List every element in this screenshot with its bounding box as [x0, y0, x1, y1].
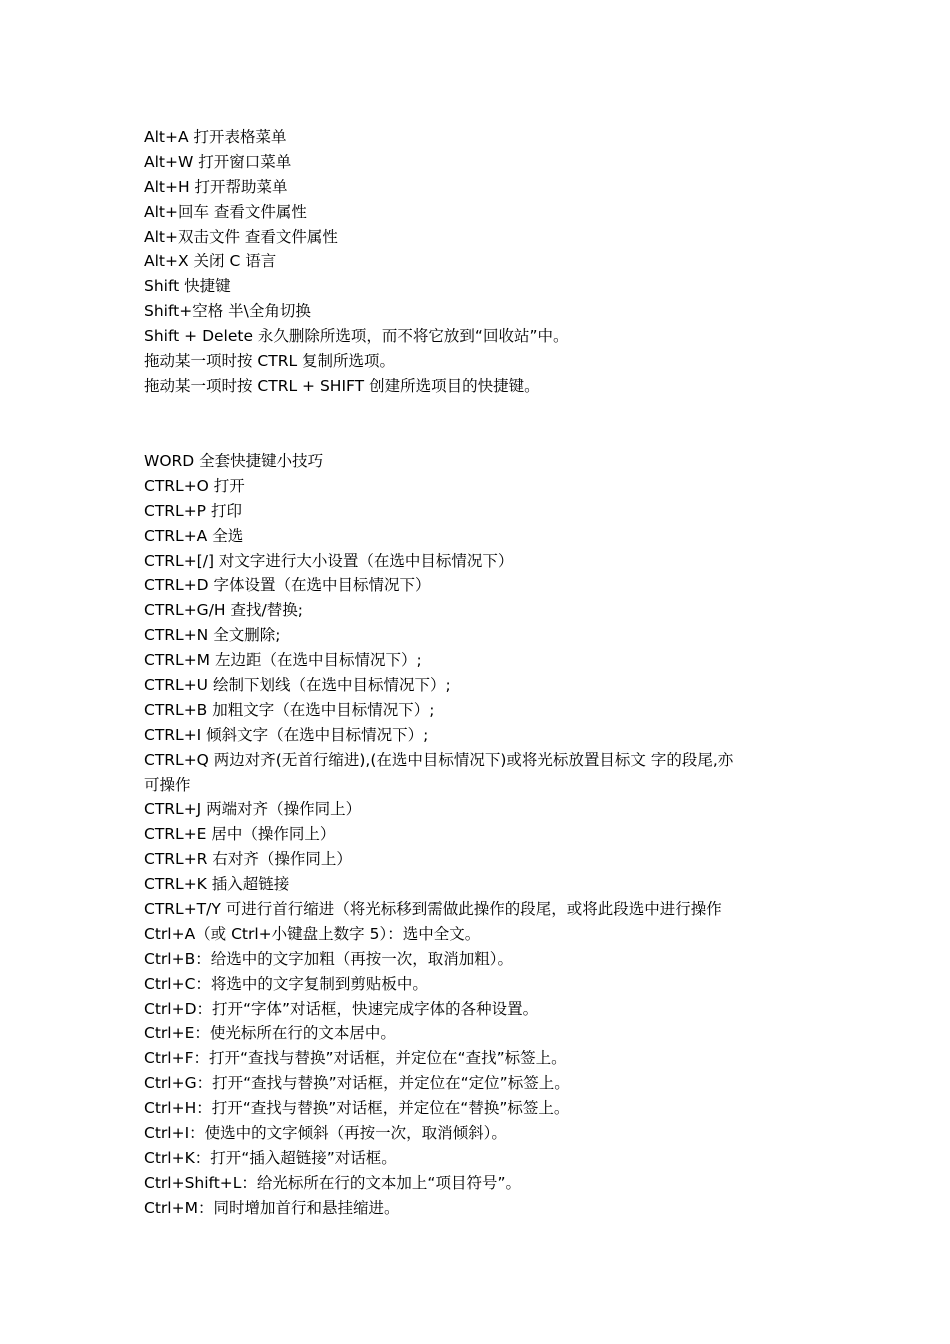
shortcut-list-general: [144, 125, 824, 399]
text-line: Shift + Delete 永久删除所选项，而不将它放到“回收站”中。: [144, 327, 569, 346]
text-line: Alt+双击文件 查看文件属性: [144, 227, 338, 246]
text-line: CTRL+A 全选: [144, 526, 244, 545]
text-line: Ctrl+F：打开“查找与替换”对话框，并定位在“查找”标签上。: [144, 1049, 567, 1068]
text-line: Ctrl+K：打开“插入超链接”对话框。: [144, 1148, 397, 1167]
text-line: Ctrl+Shift+L：给光标所在行的文本加上“项目符号”。: [144, 1173, 521, 1192]
text-line: CTRL+D 字体设置（在选中目标情况下）: [144, 576, 431, 595]
text-line: Ctrl+E：使光标所在行的文本居中。: [144, 1024, 396, 1043]
text-line: Ctrl+G：打开“查找与替换”对话框，并定位在“定位”标签上。: [144, 1074, 570, 1093]
text-line: CTRL+E 居中（操作同上）: [144, 825, 336, 844]
text-line: CTRL+P 打印: [144, 501, 242, 520]
text-line: CTRL+J 两端对齐（操作同上）: [144, 800, 362, 819]
text-line: CTRL+U 绘制下划线（在选中目标情况下）;: [144, 676, 451, 695]
text-line: Shift 快捷键: [144, 277, 231, 296]
text-line: CTRL+G/H 查找/替换;: [144, 601, 303, 620]
section-heading: WORD 全套快捷键小技巧: [144, 452, 324, 470]
text-line: Ctrl+H：打开“查找与替换”对话框，并定位在“替换”标签上。: [144, 1099, 570, 1118]
text-line: Ctrl+A（或 Ctrl+小键盘上数字 5）：选中全文。: [144, 924, 481, 943]
text-line: Alt+W 打开窗口菜单: [144, 152, 292, 171]
shortcut-list-word: [144, 449, 824, 1221]
text-line: CTRL+B 加粗文字（在选中目标情况下）;: [144, 700, 435, 719]
text-line: Alt+回车 查看文件属性: [144, 202, 307, 221]
text-line: CTRL+[/] 对文字进行大小设置（在选中目标情况下）: [144, 551, 514, 570]
text-line: CTRL+I 倾斜文字（在选中目标情况下）;: [144, 725, 429, 744]
text-line: Ctrl+C：将选中的文字复制到剪贴板中。: [144, 974, 428, 993]
text-line: CTRL+T/Y 可进行首行缩进（将光标移到需做此操作的段尾，或将此段选中进行操作: [144, 900, 722, 919]
text-line: Ctrl+B：给选中的文字加粗（再按一次，取消加粗）。: [144, 949, 513, 968]
text-line: CTRL+K 插入超链接: [144, 875, 290, 894]
text-line: Shift+空格 半\全角切换: [144, 302, 311, 321]
text-line: 拖动某一项时按 CTRL + SHIFT 创建所选项目的快捷键。: [144, 376, 540, 395]
text-line: Alt+H 打开帮助菜单: [144, 177, 288, 196]
text-line: CTRL+R 右对齐（操作同上）: [144, 850, 352, 869]
text-line: Ctrl+I：使选中的文字倾斜（再按一次，取消倾斜）。: [144, 1124, 507, 1143]
text-line: CTRL+N 全文删除;: [144, 626, 281, 645]
text-line: 拖动某一项时按 CTRL 复制所选项。: [144, 352, 396, 371]
text-line: Ctrl+M：同时增加首行和悬挂缩进。: [144, 1198, 400, 1217]
text-line: CTRL+O 打开: [144, 476, 245, 495]
text-line: CTRL+Q 两边对齐(无首行缩进),(在选中目标情况下)或将光标放置目标文 字的段尾,亦: [144, 750, 734, 769]
text-line: Ctrl+D：打开“字体”对话框，快速完成字体的各种设置。: [144, 999, 539, 1018]
text-line: Alt+X 关闭 C 语言: [144, 252, 277, 271]
text-line: 可操作: [144, 775, 191, 794]
text-line: Alt+A 打开表格菜单: [144, 128, 287, 146]
text-line: CTRL+M 左边距（在选中目标情况下）;: [144, 651, 422, 670]
